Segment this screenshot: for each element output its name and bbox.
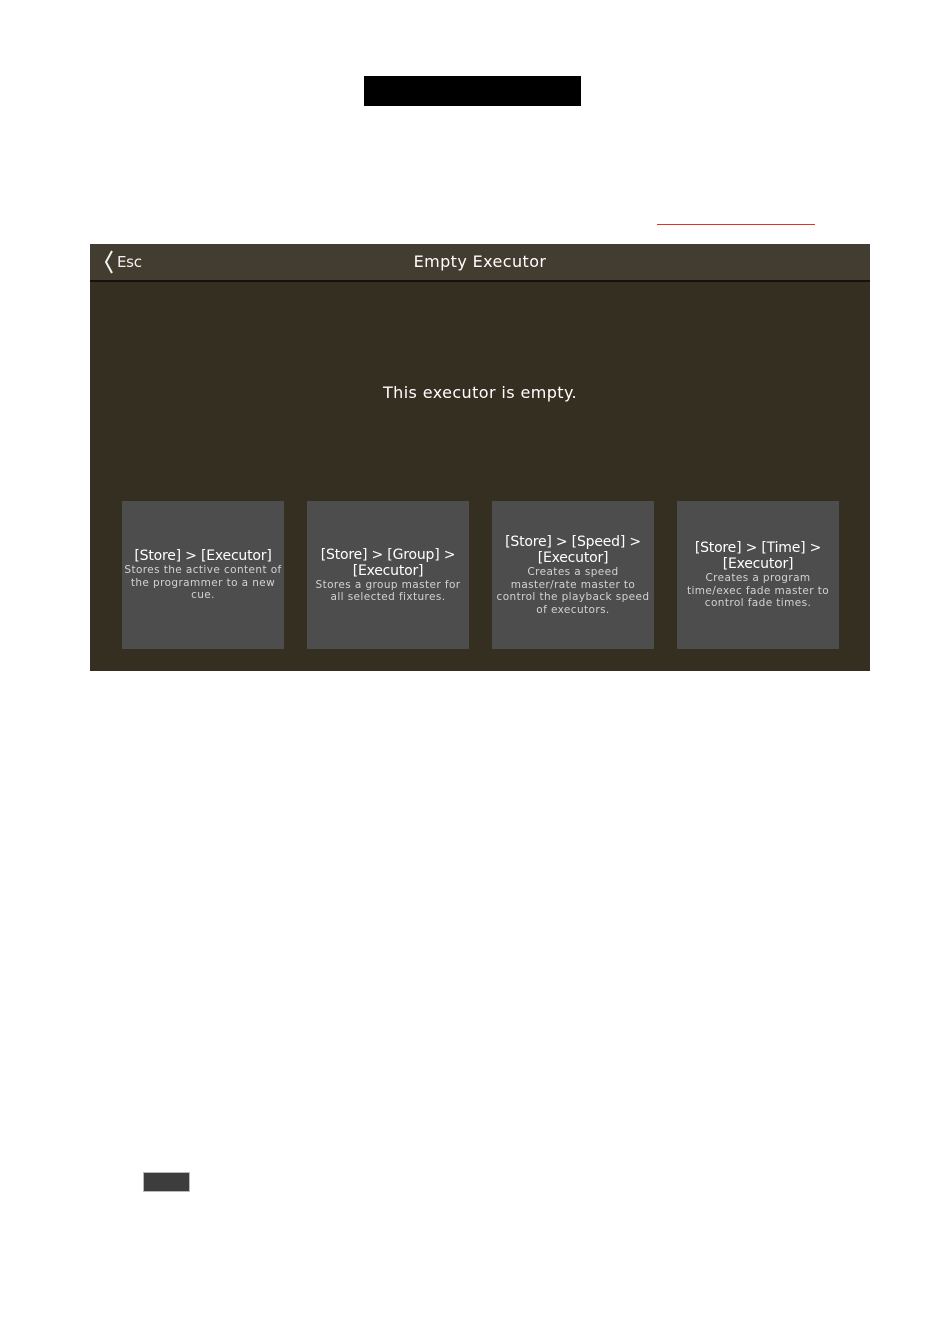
tile-description: Creates a program time/exec fade master to control fade times. xyxy=(686,572,830,610)
window-title: Empty Executor xyxy=(413,252,547,271)
tile-command: [Store] > [Group] > [Executor] xyxy=(320,546,456,579)
store-group-executor-button[interactable] xyxy=(307,501,469,649)
link-underline xyxy=(657,224,815,225)
store-speed-executor-button[interactable] xyxy=(492,501,654,649)
empty-message: This executor is empty. xyxy=(382,383,578,402)
tile-description: Stores the active content of the programmer to a new cue. xyxy=(124,564,282,602)
tile-command: [Store] > [Executor] xyxy=(134,548,272,565)
key-image xyxy=(143,1172,190,1192)
redacted-heading xyxy=(364,76,581,106)
tile-command: [Store] > [Time] > [Executor] xyxy=(694,540,822,573)
esc-label: Esc xyxy=(117,253,142,271)
tile-command: [Store] > [Speed] > [Executor] xyxy=(505,534,641,566)
tile-description: Stores a group master for all selected fixtures. xyxy=(315,578,461,603)
tile-description: Creates a speed master/rate master to control the playback speed of executors. xyxy=(496,566,650,616)
title-bar xyxy=(90,244,870,282)
store-executor-button[interactable] xyxy=(122,501,284,649)
empty-executor-window xyxy=(90,244,870,671)
store-time-executor-button[interactable] xyxy=(677,501,839,649)
